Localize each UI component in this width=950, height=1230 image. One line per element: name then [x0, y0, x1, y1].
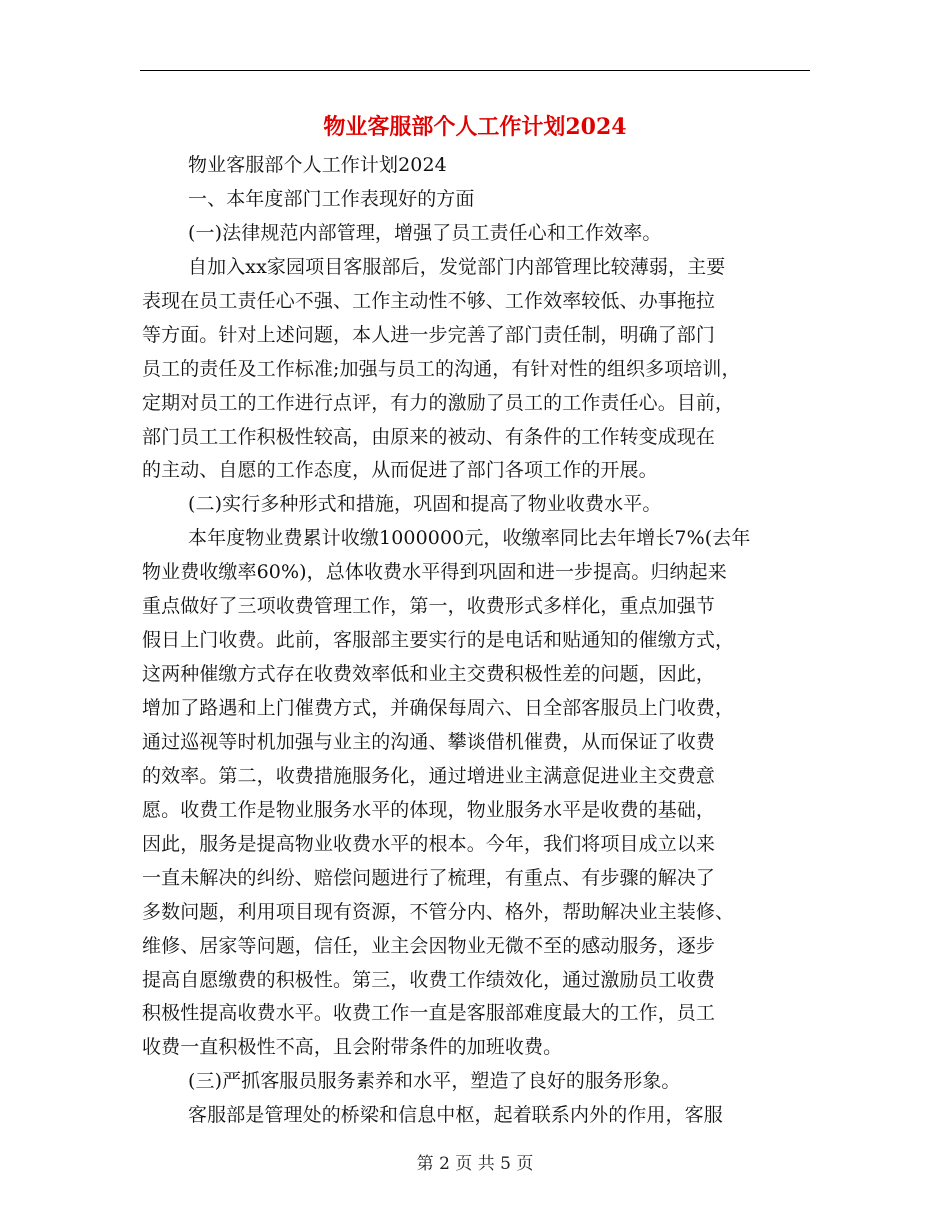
body-line: 客服部是管理处的桥梁和信息中枢，起着联系内外的作用，客服: [188, 1104, 723, 1127]
body-line: 自加入xx家园项目客服部后，发觉部门内部管理比较薄弱，主要: [188, 255, 726, 278]
body-line: 的主动、自愿的工作态度，从而促进了部门各项工作的开展。: [142, 459, 658, 482]
body-line: 这两种催缴方式存在收费效率低和业主交费积极性差的问题，因此，: [142, 663, 716, 686]
body-line: (三)严抓客服员服务素养和水平，塑造了良好的服务形象。: [188, 1070, 681, 1093]
body-line: 增加了路遇和上门催费方式，并确保每周六、日全部客服员上门收费，: [142, 697, 735, 719]
body-line: 积极性提高收费水平。收费工作一直是客服部难度最大的工作，员工: [142, 1002, 716, 1025]
header-rule: [140, 70, 810, 71]
body-line: 因此，服务是提高物业收费水平的根本。今年，我们将项目成立以来: [142, 832, 716, 855]
body-line: 员工的责任及工作标准;加强与员工的沟通，有针对性的组织多项培训，: [142, 357, 741, 380]
body-line: 一直未解决的纠纷、赔偿问题进行了梳理，有重点、有步骤的解决了: [142, 866, 716, 889]
body-line: 愿。收费工作是物业服务水平的体现，物业服务水平是收费的基础，: [142, 798, 716, 821]
body-line: 多数问题，利用项目现有资源，不管分内、格外，帮助解决业主装修、: [142, 900, 735, 923]
body-line: 本年度物业费累计收缴1000000元，收缴率同比去年增长7%(去年: [188, 527, 751, 550]
body-line: 收费一直积极性不高，且会附带条件的加班收费。: [142, 1036, 563, 1059]
document-body: [142, 149, 814, 1133]
body-line: 假日上门收费。此前，客服部主要实行的是电话和贴通知的催缴方式，: [142, 629, 735, 652]
body-line: 物业费收缴率60%)，总体收费水平得到巩固和进一步提高。归纳起来: [142, 561, 727, 584]
body-line: 表现在员工责任心不强、工作主动性不够、工作效率较低、办事拖拉: [142, 289, 716, 312]
body-line: 维修、居家等问题，信任，业主会因物业无微不至的感动服务，逐步: [142, 934, 716, 957]
body-line: (一)法律规范内部管理，增强了员工责任心和工作效率。: [188, 221, 662, 244]
body-line: 定期对员工的工作进行点评，有力的激励了员工的工作责任心。目前，: [142, 391, 735, 414]
body-line: 部门员工工作积极性较高，由原来的被动、有条件的工作转变成现在: [142, 425, 716, 448]
document-title: 物业客服部个人工作计划2024: [323, 114, 627, 140]
body-line: 等方面。针对上述问题，本人进一步完善了部门责任制，明确了部门: [142, 323, 716, 346]
body-line: 一、本年度部门工作表现好的方面: [188, 187, 475, 210]
body-line: 物业客服部个人工作计划2024: [188, 154, 447, 176]
body-line: (二)实行多种形式和措施，巩固和提高了物业收费水平。: [188, 493, 662, 516]
page-footer: 第 2 页 共 5 页: [416, 1154, 534, 1174]
body-line: 提高自愿缴费的积极性。第三，收费工作绩效化，通过激励员工收费: [142, 968, 716, 991]
body-line: 重点做好了三项收费管理工作，第一，收费形式多样化，重点加强节: [142, 595, 716, 618]
body-line: 通过巡视等时机加强与业主的沟通、攀谈借机催费，从而保证了收费: [142, 730, 716, 753]
body-line: 的效率。第二，收费措施服务化，通过增进业主满意促进业主交费意: [142, 764, 716, 787]
